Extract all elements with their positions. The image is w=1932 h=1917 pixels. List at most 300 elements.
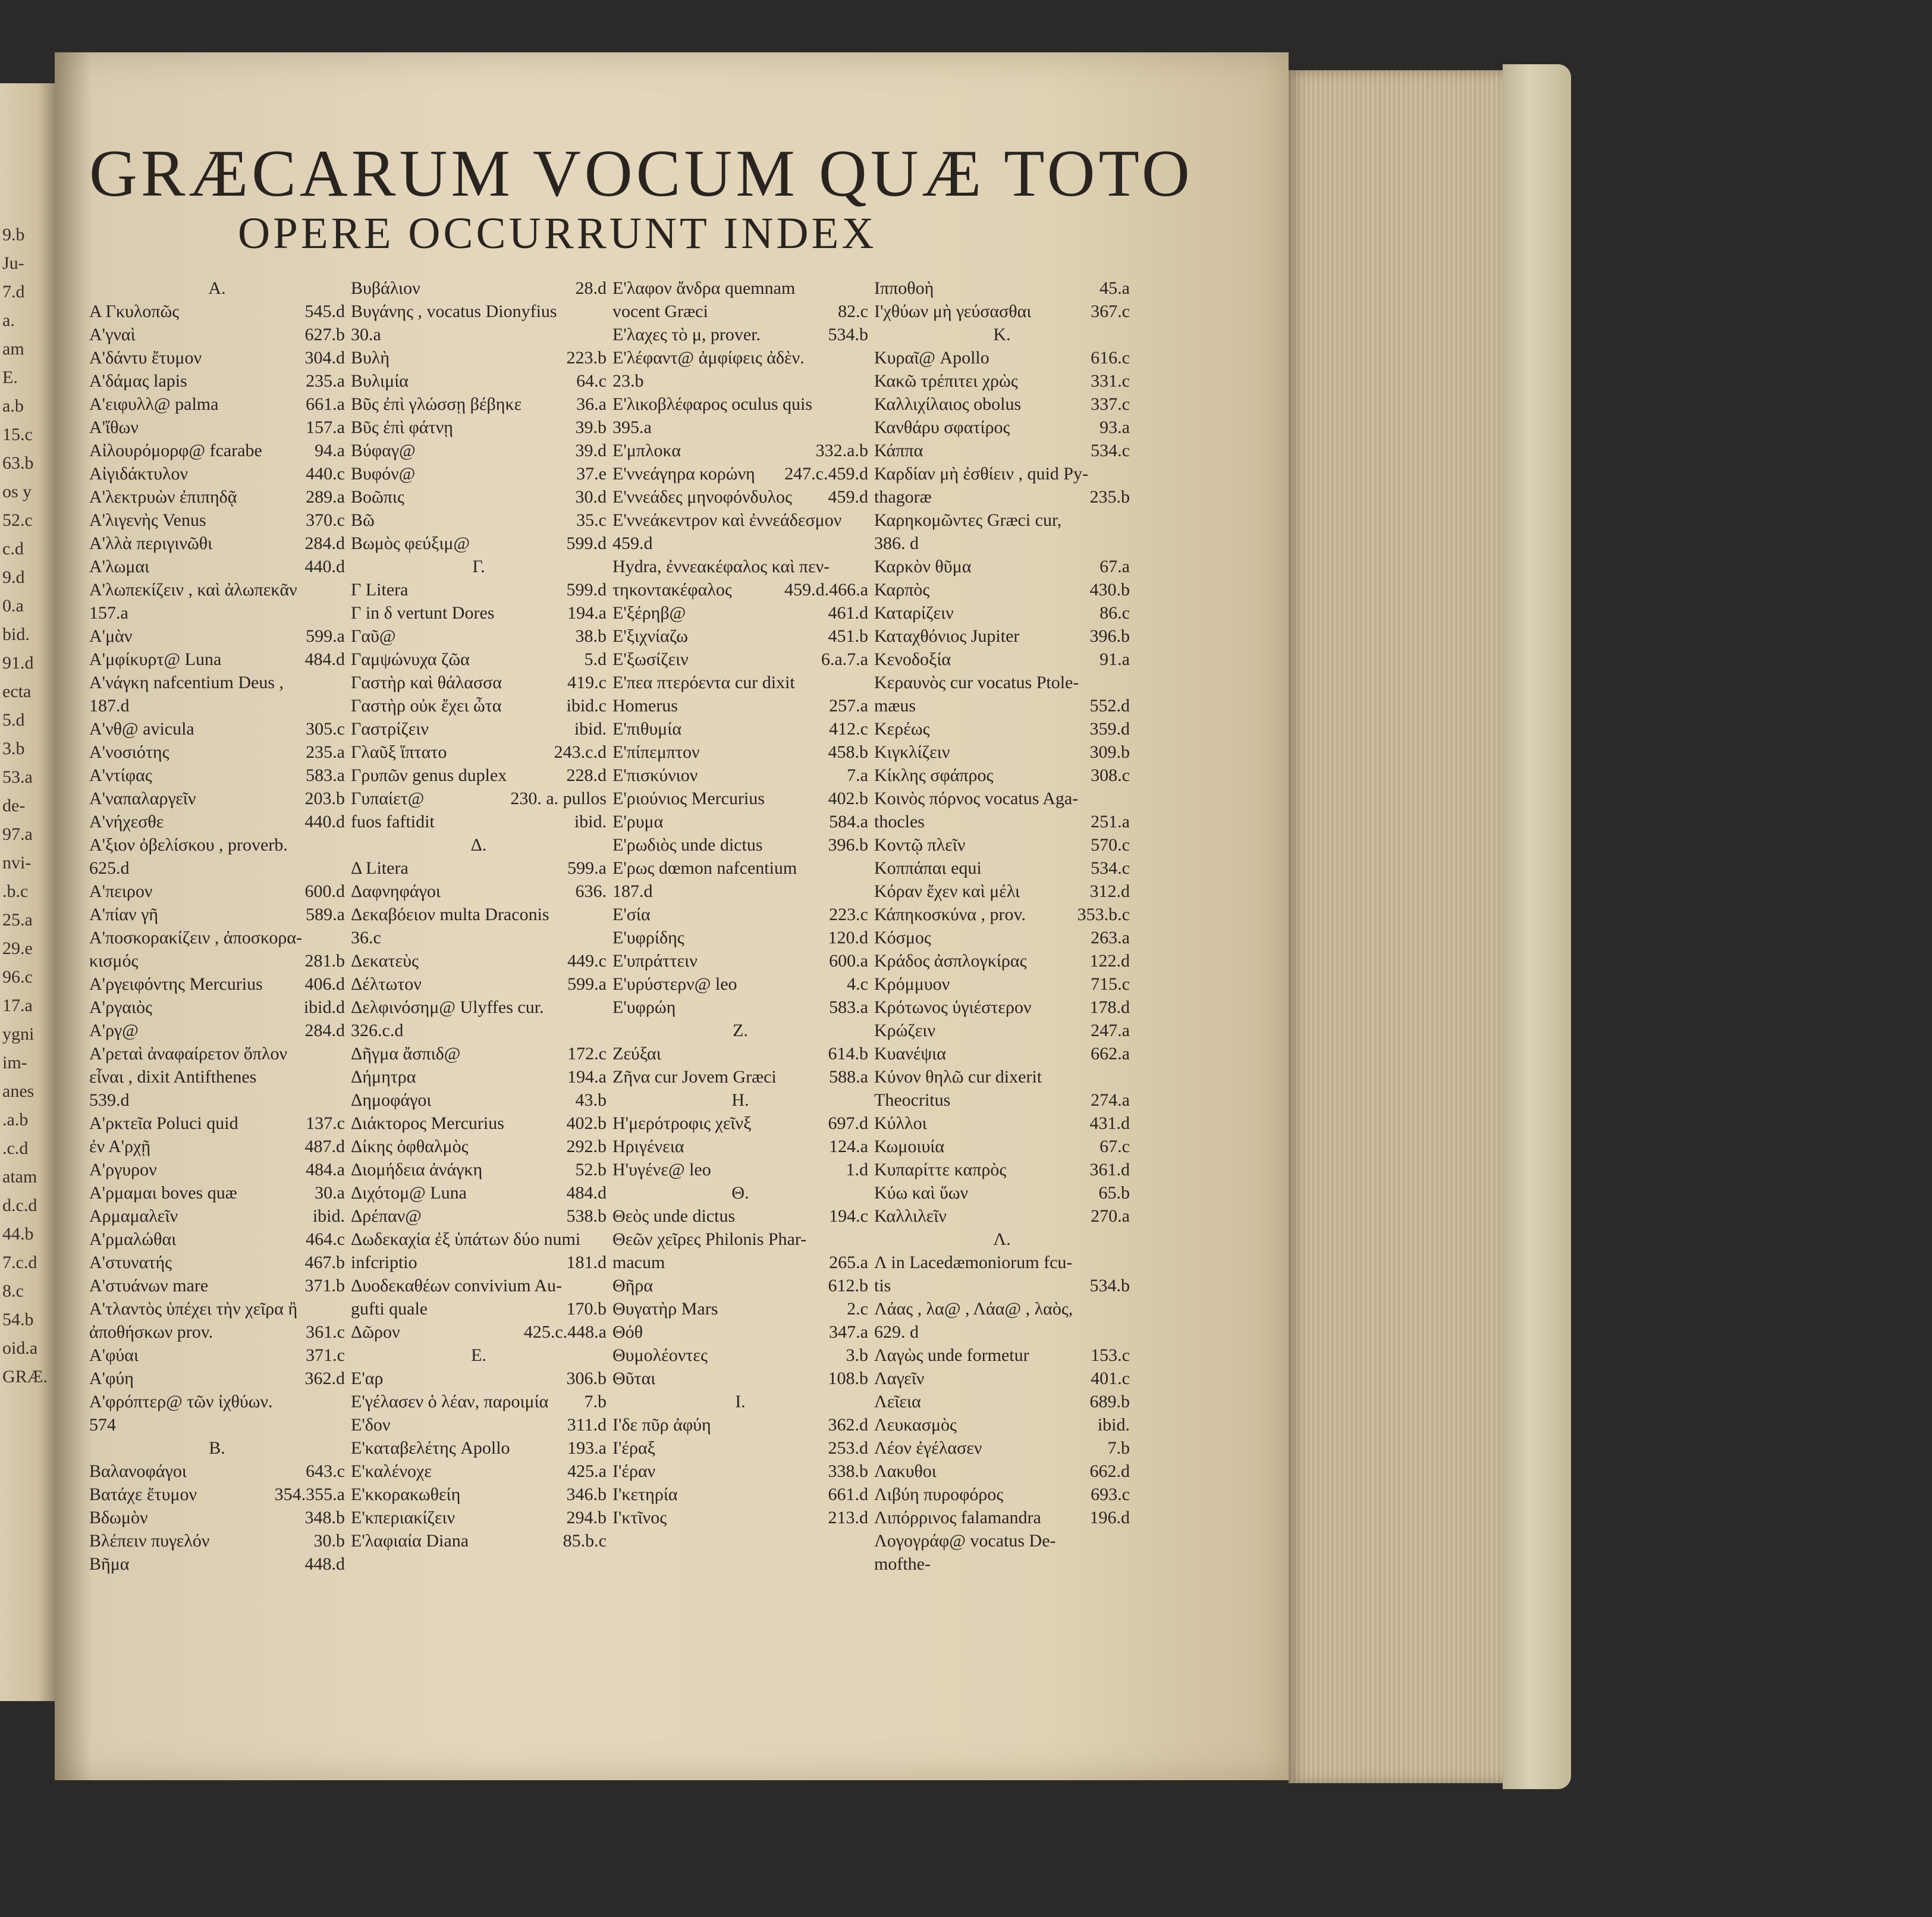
- index-entry: [89, 717, 345, 741]
- entry-reference: 461.d: [828, 603, 868, 623]
- entry-reference: 430.b: [1089, 580, 1130, 600]
- entry-reference: 223.b: [566, 348, 607, 368]
- left-page-fragment: 9.d: [2, 567, 25, 587]
- entry-term: Θῆρα: [612, 1276, 654, 1295]
- entry-term: Καρδίαν μὴ ἐσθίειν , quid Py-: [874, 464, 1088, 484]
- entry-term: Ε'πιθυμία: [612, 719, 682, 739]
- entry-term: Α'ργυρον: [89, 1160, 157, 1179]
- index-entry: [89, 764, 345, 787]
- left-page-fragment: os y: [2, 482, 32, 501]
- left-page-fragment: .b.c: [2, 881, 29, 901]
- entry-reference: 108.b: [828, 1369, 868, 1388]
- entry-term: Ι'έραν: [612, 1461, 656, 1481]
- entry-term: Κενοδοξία: [874, 650, 951, 669]
- index-entry: [89, 833, 345, 856]
- index-entry: [351, 346, 607, 369]
- entry-term: Ε'καταβελέτης Apollo: [351, 1438, 510, 1458]
- index-entry: [874, 601, 1130, 625]
- index-subtitle: OPERE OCCURRUNT INDEX: [238, 209, 877, 258]
- entry-reference: 30.a: [315, 1183, 345, 1203]
- entry-term: Ε'κπεριακίζειν: [351, 1508, 455, 1527]
- entry-reference: 371.b: [304, 1276, 345, 1295]
- entry-reference: 534.b: [1089, 1276, 1130, 1295]
- index-entry: [612, 1506, 868, 1529]
- entry-term: Α'ρμαλώθαι: [89, 1229, 177, 1249]
- entry-reference: 7.a: [847, 765, 868, 785]
- index-entry: [89, 972, 345, 996]
- entry-reference: 5.d: [584, 650, 607, 669]
- index-entry: [351, 764, 607, 787]
- entry-reference: 28.d: [575, 278, 607, 298]
- index-entry: [612, 671, 868, 694]
- entry-term: Καρπὸς: [874, 580, 930, 600]
- index-column-2: [351, 277, 607, 1552]
- index-entry: [89, 1112, 345, 1135]
- entry-reference: 2.c: [847, 1299, 868, 1319]
- entry-reference: 552.d: [1089, 696, 1130, 716]
- entry-term: Α'ἴθων: [89, 418, 139, 437]
- entry-term: Ε'ρως dœmon nafcentium: [612, 858, 797, 878]
- entry-reference: ibid.d: [303, 997, 345, 1017]
- entry-reference: 661.d: [828, 1485, 868, 1504]
- entry-term: Δαφνηφάγοι: [351, 881, 441, 901]
- entry-reference: 284.d: [304, 1021, 345, 1040]
- entry-term: Βυγάνης , vocatus Dionyfius: [351, 302, 557, 321]
- entry-term: Ε'υρύστερν@ leo: [612, 974, 737, 994]
- entry-term: mæus: [874, 696, 916, 716]
- index-entry: [874, 1483, 1130, 1506]
- entry-reference: ibid.: [574, 719, 607, 739]
- index-entry: [874, 833, 1130, 856]
- index-entry: [351, 393, 607, 416]
- left-page-fragment: E.: [2, 368, 18, 387]
- entry-reference: 36.a: [576, 394, 607, 414]
- entry-term: A Γκυλοπῶς: [89, 302, 180, 321]
- entry-term: Ε'λαχες τὸ μ, prover.: [612, 325, 761, 344]
- entry-term: Ε'ννεάκεντρον καὶ ἐννεάδεσμον: [612, 510, 842, 530]
- index-entry: [351, 625, 607, 648]
- entry-term: Γαῦ@: [351, 626, 396, 646]
- index-entry: [351, 717, 607, 741]
- entry-term: Βύφαγ@: [351, 441, 416, 460]
- index-entry: [612, 1065, 868, 1088]
- entry-reference: 38.b: [575, 626, 607, 646]
- entry-term: Γ Litera: [351, 580, 409, 600]
- entry-term: Α'ξιον ὀβελίσκου , proverb.: [89, 835, 288, 855]
- entry-reference: 599.a: [567, 858, 607, 878]
- entry-reference: 193.a: [567, 1438, 607, 1458]
- entry-term: tis: [874, 1276, 891, 1295]
- left-page-fragment: ecta: [2, 682, 32, 701]
- entry-reference: 612.b: [828, 1276, 868, 1295]
- index-entry: [874, 694, 1130, 717]
- index-entry: [612, 1112, 868, 1135]
- entry-term: Ε'ννεάδες μηνοφόνδυλος: [612, 487, 792, 507]
- index-entry: [351, 694, 607, 717]
- entry-term: Α'δάντυ ἔτυμον: [89, 348, 202, 368]
- entry-term: Α'πειρον: [89, 881, 153, 901]
- entry-reference: 309.b: [1089, 742, 1130, 762]
- entry-reference: 178.d: [1089, 997, 1130, 1017]
- entry-term: Δωδεκαχία ἐξ ὑπάτων δύο numi: [351, 1229, 581, 1249]
- entry-term: Θεὸς unde dictus: [612, 1206, 736, 1226]
- left-page-fragment: atam: [2, 1167, 37, 1187]
- entry-term: Α'μὰν: [89, 626, 133, 646]
- entry-reference: 331.c: [1091, 371, 1130, 391]
- entry-reference: 361.d: [1089, 1160, 1130, 1179]
- entry-reference: 464.c: [306, 1229, 345, 1249]
- entry-reference: 263.a: [1091, 928, 1130, 947]
- index-column-4: [874, 277, 1130, 1576]
- entry-reference: 693.c: [1091, 1485, 1130, 1504]
- index-entry: [351, 880, 607, 903]
- entry-term: Κακῶ τρέπιτει χρὼς: [874, 371, 1018, 391]
- left-page-fragment: c.d: [2, 539, 24, 559]
- entry-reference: 425.a: [567, 1461, 607, 1481]
- index-entry: [874, 509, 1130, 532]
- entry-term: Αἰλουρόμορφ@ fcarabe: [89, 441, 262, 460]
- entry-reference: 538.b: [566, 1206, 607, 1226]
- entry-reference: 181.d: [566, 1253, 607, 1272]
- index-entry: [351, 1483, 607, 1506]
- entry-term: Βαλανοφάγοι: [89, 1461, 187, 1481]
- section-letter: E.: [471, 1345, 486, 1365]
- entry-term: Θῦται: [612, 1369, 656, 1388]
- entry-reference: 588.a: [829, 1067, 868, 1087]
- entry-term: Γαστρίζειν: [351, 719, 429, 739]
- entry-term: fuos faftidit: [351, 812, 435, 832]
- entry-term: thagoræ: [874, 487, 932, 507]
- left-page-fragment: GRÆ.: [2, 1367, 48, 1386]
- index-entry: [351, 1320, 607, 1344]
- entry-reference: 599.d: [566, 580, 607, 600]
- index-entry: [351, 1274, 607, 1297]
- left-page-fragment: 44.b: [2, 1224, 34, 1244]
- left-page-fragment: 54.b: [2, 1310, 34, 1329]
- entry-term: Δεκατεὺς: [351, 951, 419, 971]
- index-column-1: [89, 277, 345, 1576]
- entry-reference: 265.a: [829, 1253, 868, 1272]
- entry-reference: 440.d: [304, 557, 345, 576]
- entry-reference: 425.c.448.a: [523, 1322, 607, 1342]
- index-entry: [351, 1297, 607, 1320]
- index-entry: [351, 532, 607, 555]
- entry-reference: 614.b: [828, 1044, 868, 1063]
- entry-term: Ι'έραξ: [612, 1438, 656, 1458]
- entry-term: Καρκὸν θῦμα: [874, 557, 972, 576]
- entry-reference: 67.a: [1099, 557, 1130, 576]
- index-entry: [89, 1344, 345, 1367]
- entry-reference: 354.355.a: [274, 1485, 345, 1504]
- index-entry: [351, 1158, 607, 1181]
- entry-term: Κερέως: [874, 719, 930, 739]
- entry-reference: 289.a: [306, 487, 345, 507]
- index-entry: [874, 1390, 1130, 1413]
- index-entry: [874, 1181, 1130, 1204]
- entry-term: Γρυπῶν genus duplex: [351, 765, 507, 785]
- index-entry: [612, 369, 868, 393]
- entry-reference: 689.b: [1089, 1392, 1130, 1411]
- entry-reference: 584.a: [829, 812, 868, 832]
- entry-term: Α'ποσκορακίζειν , ἀποσκορα-: [89, 928, 303, 947]
- index-entry: [612, 1483, 868, 1506]
- entry-term: Βοῶπις: [351, 487, 404, 507]
- index-entry: [89, 926, 345, 949]
- entry-reference: 203.b: [304, 789, 345, 808]
- entry-term: Ε'πεα πτερόεντα cur dixit: [612, 673, 795, 692]
- entry-term: Α'νάγκη nafcentium Deus ,: [89, 673, 284, 692]
- entry-reference: 292.b: [566, 1137, 607, 1156]
- entry-term: Θυγατὴρ Mars: [612, 1299, 718, 1319]
- entry-reference: 451.b: [828, 626, 868, 646]
- entry-term: κισμός: [89, 951, 139, 971]
- index-entry: [874, 1436, 1130, 1460]
- left-page-fragment: 5.d: [2, 710, 25, 730]
- entry-term: Homerus: [612, 696, 678, 716]
- entry-term: Ε'καλένοχε: [351, 1461, 432, 1481]
- index-entry: [351, 485, 607, 509]
- index-entry: [89, 856, 345, 880]
- index-entry: [351, 741, 607, 764]
- index-entry: [351, 369, 607, 393]
- entry-reference: 153.c: [1091, 1345, 1130, 1365]
- index-entry: [874, 1552, 1130, 1576]
- index-entry: [89, 1228, 345, 1251]
- index-entry: [351, 671, 607, 694]
- entry-term: Δῆγμα ἄσπιδ@: [351, 1044, 461, 1063]
- index-entry: [612, 810, 868, 833]
- index-entry: [874, 1367, 1130, 1390]
- index-entry: [89, 1251, 345, 1274]
- entry-reference: 367.c: [1091, 302, 1130, 321]
- index-entry: [874, 1413, 1130, 1436]
- entry-reference: 243.c.d: [554, 742, 607, 762]
- entry-term: Ε'ξέρηβ@: [612, 603, 686, 623]
- index-entry: [89, 880, 345, 903]
- entry-term: Α'λωμαι: [89, 557, 150, 576]
- entry-reference: 253.d: [828, 1438, 868, 1458]
- entry-term: Κόραν ἔχεν καὶ μέλι: [874, 881, 1020, 901]
- entry-reference: 274.a: [1091, 1090, 1130, 1110]
- entry-term: Κοντῷ πλεῖν: [874, 835, 966, 855]
- left-page-fragment: 15.c: [2, 425, 33, 444]
- index-entry: [874, 555, 1130, 578]
- index-entry: [351, 1088, 607, 1112]
- index-entry: [351, 856, 607, 880]
- section-letter: Γ.: [472, 557, 485, 576]
- entry-term: Λάας , λα@ , Λάα@ , λαὸς,: [874, 1299, 1073, 1319]
- index-entry: [612, 833, 868, 856]
- entry-reference: 304.d: [304, 348, 345, 368]
- index-entry: [89, 346, 345, 369]
- left-page-fragment: 63.b: [2, 453, 34, 473]
- index-entry: [874, 1460, 1130, 1483]
- entry-term: Διχότομ@ Luna: [351, 1183, 467, 1203]
- index-entry: [612, 1297, 868, 1320]
- entry-term: Α'δάμας lapis: [89, 371, 187, 391]
- index-entry: [874, 717, 1130, 741]
- index-entry: [874, 1251, 1130, 1274]
- index-entry: [874, 277, 1130, 300]
- index-entry: [351, 972, 607, 996]
- index-entry: [351, 949, 607, 972]
- entry-reference: 312.d: [1089, 881, 1130, 901]
- index-entry: [612, 648, 868, 671]
- entry-term: 629. d: [874, 1322, 919, 1342]
- entry-reference: 589.a: [306, 905, 345, 924]
- left-page-fragment: bid.: [2, 625, 30, 644]
- entry-term: Γ in δ vertunt Dores: [351, 603, 495, 623]
- entry-reference: 270.a: [1091, 1206, 1130, 1226]
- index-entry: [874, 300, 1130, 323]
- entry-term: Δελφινόσημ@ Ulyffes cur.: [351, 997, 544, 1017]
- entry-term: Λογογράφ@ vocatus De-: [874, 1531, 1056, 1551]
- index-entry: [612, 949, 868, 972]
- entry-reference: 440.d: [304, 812, 345, 832]
- entry-reference: 223.c: [829, 905, 868, 924]
- index-entry: [874, 810, 1130, 833]
- entry-reference: 30.d: [575, 487, 607, 507]
- index-entry: [874, 1320, 1130, 1344]
- index-entry: [89, 694, 345, 717]
- entry-reference: 194.c: [829, 1206, 868, 1226]
- index-entry: [351, 1529, 607, 1552]
- index-entry: [612, 1228, 868, 1251]
- entry-term: Κυπαρίττε καπρὸς: [874, 1160, 1007, 1179]
- entry-term: Γαμψώνυχα ζῶα: [351, 650, 470, 669]
- index-entry: [89, 1158, 345, 1181]
- index-entry: [612, 300, 868, 323]
- index-entry: [351, 903, 607, 926]
- index-entry: [612, 509, 868, 532]
- section-letter: K.: [993, 325, 1011, 344]
- index-entry: [874, 671, 1130, 694]
- entry-term: Ε'λαφον ἄνδρα quemnam: [612, 278, 796, 298]
- entry-term: Βλέπειν πυγελόν: [89, 1531, 210, 1551]
- index-entry: [874, 462, 1130, 485]
- entry-term: infcriptio: [351, 1253, 417, 1272]
- entry-term: Λιπόρρινος falamandra: [874, 1508, 1041, 1527]
- entry-term: Ε'υφρώη: [612, 997, 676, 1017]
- entry-reference: 616.c: [1091, 348, 1130, 368]
- index-entry: [612, 1436, 868, 1460]
- entry-term: 395.a: [612, 418, 652, 437]
- entry-reference: 64.c: [576, 371, 607, 391]
- entry-reference: 311.d: [567, 1415, 607, 1435]
- index-entry: [874, 764, 1130, 787]
- left-page-fragment: 29.e: [2, 939, 33, 958]
- left-page-edge: [0, 83, 55, 1701]
- entry-reference: 459.d: [828, 487, 868, 507]
- entry-term: Α'ρμαμαι boves quæ: [89, 1183, 237, 1203]
- entry-reference: 170.b: [566, 1299, 607, 1319]
- entry-term: Κράδος ἀσπλογκίρας: [874, 951, 1027, 971]
- entry-term: Δ Litera: [351, 858, 409, 878]
- entry-reference: 419.c: [567, 673, 607, 692]
- entry-reference: 332.a.b: [815, 441, 868, 460]
- index-entry: [612, 578, 868, 601]
- entry-reference: 7.b: [1107, 1438, 1130, 1458]
- entry-term: Θεῶν χεῖρες Philonis Phar-: [612, 1229, 807, 1249]
- index-entry: [874, 439, 1130, 462]
- index-entry: [874, 1112, 1130, 1135]
- entry-term: Ε'ρυμα: [612, 812, 664, 832]
- index-entry: [612, 346, 868, 369]
- entry-term: Ι'κτῖνος: [612, 1508, 667, 1527]
- entry-term: ἀποθήσκων prov.: [89, 1322, 213, 1342]
- entry-reference: 235.a: [306, 742, 345, 762]
- index-entry: [351, 578, 607, 601]
- index-entry: [612, 1135, 868, 1158]
- index-entry: [612, 880, 868, 903]
- entry-term: macum: [612, 1253, 665, 1272]
- index-entry: [351, 1204, 607, 1228]
- entry-term: Ε'γέλασεν ὁ λέαν, παροιμία: [351, 1392, 549, 1411]
- index-entry: [874, 416, 1130, 439]
- index-entry: [874, 1158, 1130, 1181]
- entry-term: Θόθ: [612, 1322, 643, 1342]
- index-entry: [351, 1135, 607, 1158]
- index-entry: [351, 509, 607, 532]
- entry-reference: 91.a: [1099, 650, 1130, 669]
- entry-term: Α'λιγενὴς Venus: [89, 510, 206, 530]
- left-page-fragment: 7.d: [2, 282, 25, 302]
- entry-term: Λιβύη πυροφόρος: [874, 1485, 1004, 1504]
- left-page-fragment: 9.b: [2, 225, 25, 244]
- entry-reference: 306.b: [566, 1369, 607, 1388]
- index-entry: [351, 462, 607, 485]
- left-page-fragment: im-: [2, 1053, 27, 1072]
- index-entry: [874, 949, 1130, 972]
- entry-reference: 484.a: [306, 1160, 345, 1179]
- entry-term: Βῦς ἐπὶ φάτνῃ: [351, 418, 453, 437]
- index-entry: [89, 1552, 345, 1576]
- entry-term: Α'τλαντὸς ὑπέχει τὴν χεῖρα ἢ: [89, 1299, 298, 1319]
- entry-reference: 93.a: [1099, 418, 1130, 437]
- entry-reference: 534.b: [828, 325, 868, 344]
- entry-term: Διάκτορος Mercurius: [351, 1113, 504, 1133]
- entry-term: 539.d: [89, 1090, 130, 1110]
- index-entry: [351, 1228, 607, 1251]
- entry-term: Δέλτωτον: [351, 974, 422, 994]
- index-entry: [89, 1390, 345, 1413]
- index-entry: [89, 625, 345, 648]
- entry-reference: 1.d: [846, 1160, 868, 1179]
- entry-term: Theocritus: [874, 1090, 951, 1110]
- left-page-fragment: Ju-: [2, 253, 24, 273]
- entry-reference: 235.a: [306, 371, 345, 391]
- entry-reference: 35.c: [576, 510, 607, 530]
- index-entry: [89, 393, 345, 416]
- index-entry: [874, 1088, 1130, 1112]
- index-entry: [612, 485, 868, 509]
- entry-reference: 338.b: [828, 1461, 868, 1481]
- entry-term: 187.d: [612, 881, 653, 901]
- index-entry: [89, 578, 345, 601]
- entry-term: Δήμητρα: [351, 1067, 416, 1087]
- index-entry: [89, 462, 345, 485]
- index-entry: [89, 439, 345, 462]
- entry-reference: 30.b: [313, 1531, 345, 1551]
- left-page-fragment: nvi-: [2, 853, 32, 873]
- entry-term: Κυανέψια: [874, 1044, 946, 1063]
- entry-term: Γαστὴρ οὐκ ἔχει ὦτα: [351, 696, 502, 716]
- entry-term: Κύνον θηλῶ cur dixerit: [874, 1067, 1042, 1087]
- entry-reference: 636.: [575, 881, 607, 901]
- entry-term: Η'μερότροφις χεῖνξ: [612, 1113, 752, 1133]
- entry-reference: 458.b: [828, 742, 868, 762]
- index-entry: [351, 439, 607, 462]
